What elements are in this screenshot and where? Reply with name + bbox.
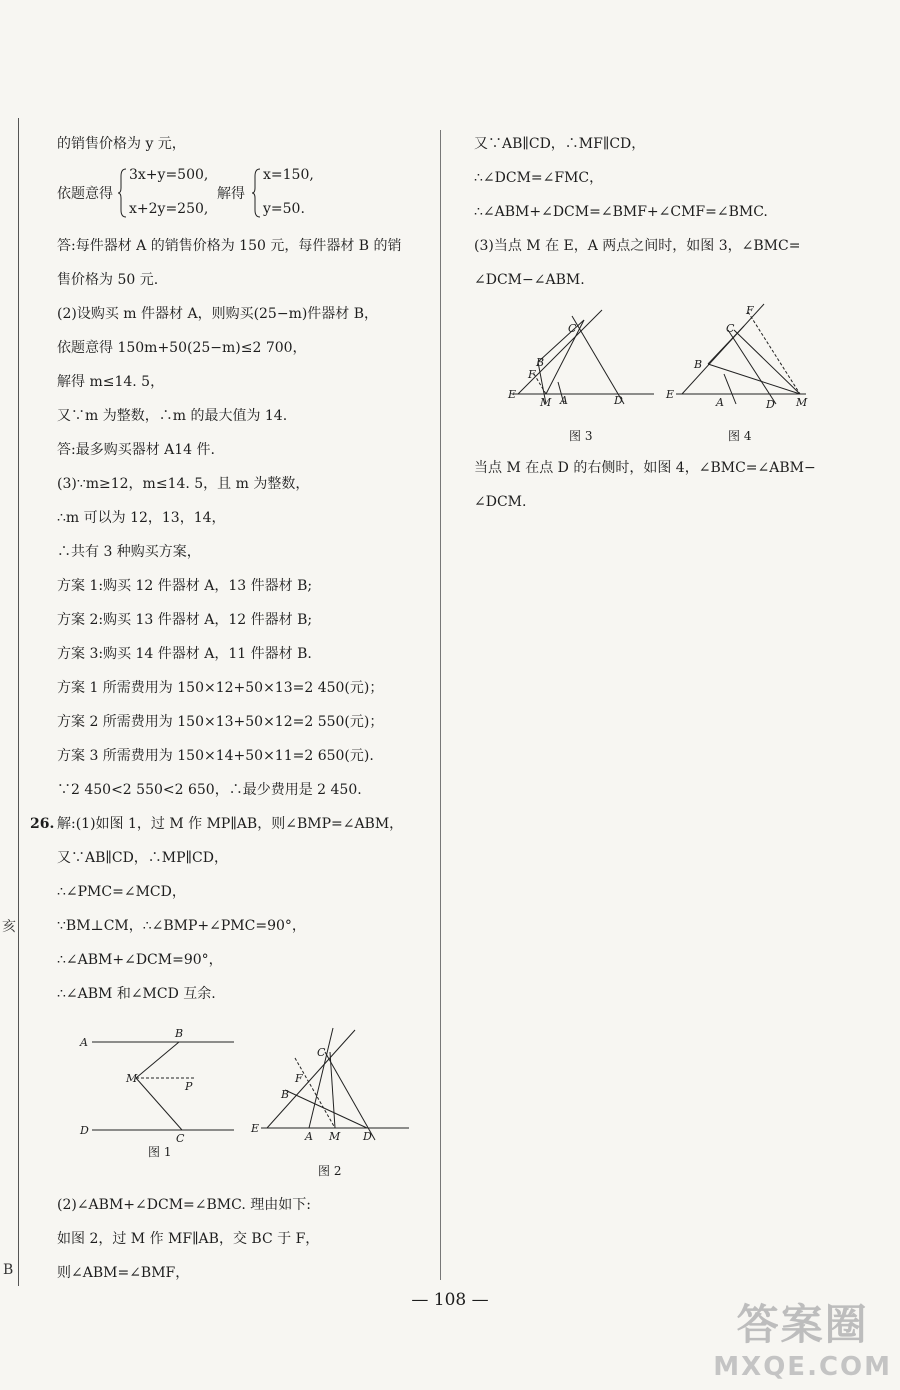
text-line: (3)当点 M 在 E，A 两点之间时，如图 3，∠BMC= xyxy=(474,238,801,254)
solve-word: 解得 xyxy=(217,186,245,202)
text-line: 依题意得 150m+50(25−m)≤2 700， xyxy=(57,340,307,356)
label-d: D xyxy=(80,1124,89,1137)
text-line: 又∵AB∥CD，∴MF∥CD， xyxy=(474,136,646,152)
text-line: 的销售价格为 y 元， xyxy=(57,136,186,152)
text-line: 又∵m 为整数，∴m 的最大值为 14. xyxy=(57,408,288,424)
text-line: 方案 1 所需费用为 150×12+50×13=2 450(元)； xyxy=(57,680,384,696)
label-m: M xyxy=(329,1130,341,1143)
text-line: 方案 2:购买 13 件器材 A，12 件器材 B; xyxy=(57,612,313,628)
left-brace-icon xyxy=(251,168,261,218)
figure-1 xyxy=(72,1022,252,1162)
label-e: E xyxy=(666,388,675,401)
solution-1: x=150, xyxy=(263,167,314,183)
question-number: 26. xyxy=(30,816,55,832)
text-line: 当点 M 在点 D 的右侧时，如图 4，∠BMC=∠ABM− xyxy=(474,460,816,476)
figure-1-caption: 图 1 xyxy=(148,1145,172,1159)
text-line: ∴∠DCM=∠FMC， xyxy=(474,170,604,186)
text-line: ∴m 可以为 12，13，14， xyxy=(57,510,226,526)
text-line: 答:最多购买器材 A14 件. xyxy=(57,442,215,458)
figure-4 xyxy=(664,300,814,418)
left-brace-icon xyxy=(117,168,127,218)
label-d: D xyxy=(614,394,623,407)
text-line: ∴∠ABM+∠DCM=∠BMF+∠CMF=∠BMC. xyxy=(474,204,768,220)
watermark-url: MXQE.COM xyxy=(713,1352,892,1382)
label-b: B xyxy=(281,1088,290,1101)
text-line: ∵2 450<2 550<2 650，∴最少费用是 2 450. xyxy=(57,782,362,798)
text-line: 方案 3:购买 14 件器材 A，11 件器材 B. xyxy=(57,646,312,662)
watermark xyxy=(713,1292,892,1382)
text-line: 方案 3 所需费用为 150×14+50×11=2 650(元). xyxy=(57,748,374,764)
solution-2: y=50. xyxy=(263,201,305,217)
text-line: 解得 m≤14. 5， xyxy=(57,374,165,390)
label-d: D xyxy=(363,1130,372,1143)
label-a: A xyxy=(560,394,568,407)
text-line: 解:(1)如图 1，过 M 作 MP∥AB，则∠BMP=∠ABM， xyxy=(57,816,404,832)
label-c: C xyxy=(568,322,577,335)
text-line: ∴∠PMC=∠MCD， xyxy=(57,884,186,900)
label-c: C xyxy=(726,322,735,335)
equation-2: x+2y=250, xyxy=(129,201,209,217)
label-m: M xyxy=(126,1072,138,1085)
text-line: (2)设购买 m 件器材 A，则购买(25−m)件器材 B， xyxy=(57,306,379,322)
equation-system xyxy=(57,166,357,222)
binding-margin-line xyxy=(18,118,19,1286)
text-line: 售价格为 50 元. xyxy=(57,272,159,288)
label-c: C xyxy=(176,1132,185,1145)
figure-4-caption: 图 4 xyxy=(728,429,752,443)
label-m: M xyxy=(540,396,552,409)
label-e: E xyxy=(251,1122,260,1135)
text-line: (2)∠ABM+∠DCM=∠BMC. 理由如下: xyxy=(57,1197,311,1213)
text-line: 如图 2，过 M 作 MF∥AB，交 BC 于 F， xyxy=(57,1231,320,1247)
figure-3-caption: 图 3 xyxy=(569,429,593,443)
label-p: P xyxy=(185,1080,193,1093)
label-m: M xyxy=(796,396,808,409)
text-line: 方案 2 所需费用为 150×13+50×12=2 550(元)； xyxy=(57,714,384,730)
text-line: 方案 1:购买 12 件器材 A，13 件器材 B; xyxy=(57,578,313,594)
label-a: A xyxy=(305,1130,313,1143)
text-line: 答:每件器材 A 的销售价格为 150 元，每件器材 B 的销 xyxy=(57,238,402,254)
margin-char-1: 亥 xyxy=(2,919,16,935)
page-number: — 108 — xyxy=(411,1290,489,1310)
text-line: ∴共有 3 种购买方案， xyxy=(57,544,201,560)
label-f: F xyxy=(295,1072,303,1085)
column-divider xyxy=(440,130,441,1280)
label-c: C xyxy=(317,1046,326,1059)
label-b: B xyxy=(175,1027,184,1040)
text-line: ∵BM⊥CM，∴∠BMP+∠PMC=90°， xyxy=(57,918,306,934)
equation-1: 3x+y=500, xyxy=(129,167,209,183)
label-f: F xyxy=(746,304,754,317)
label-d: D xyxy=(766,398,775,411)
text-line: ∴∠ABM 和∠MCD 互余. xyxy=(57,986,216,1002)
figure-3 xyxy=(504,308,656,420)
figure-2 xyxy=(245,1022,415,1162)
equation-prefix: 依题意得 xyxy=(57,186,113,202)
text-line: ∠DCM−∠ABM. xyxy=(474,272,585,288)
text-line: 则∠ABM=∠BMF， xyxy=(57,1265,190,1281)
text-line: ∠DCM. xyxy=(474,494,527,510)
text-line: ∴∠ABM+∠DCM=90°， xyxy=(57,952,223,968)
label-a: A xyxy=(80,1036,88,1049)
label-b: B xyxy=(536,356,545,369)
label-e: E xyxy=(508,388,517,401)
text-line: 又∵AB∥CD，∴MP∥CD， xyxy=(57,850,228,866)
text-line: (3)∵m≥12，m≤14. 5，且 m 为整数， xyxy=(57,476,310,492)
watermark-title: 答案圈 xyxy=(736,1300,869,1349)
label-f: F xyxy=(528,368,536,381)
label-a: A xyxy=(716,396,724,409)
label-b: B xyxy=(694,358,703,371)
margin-char-2: B xyxy=(3,1262,14,1278)
figure-2-caption: 图 2 xyxy=(318,1164,342,1178)
